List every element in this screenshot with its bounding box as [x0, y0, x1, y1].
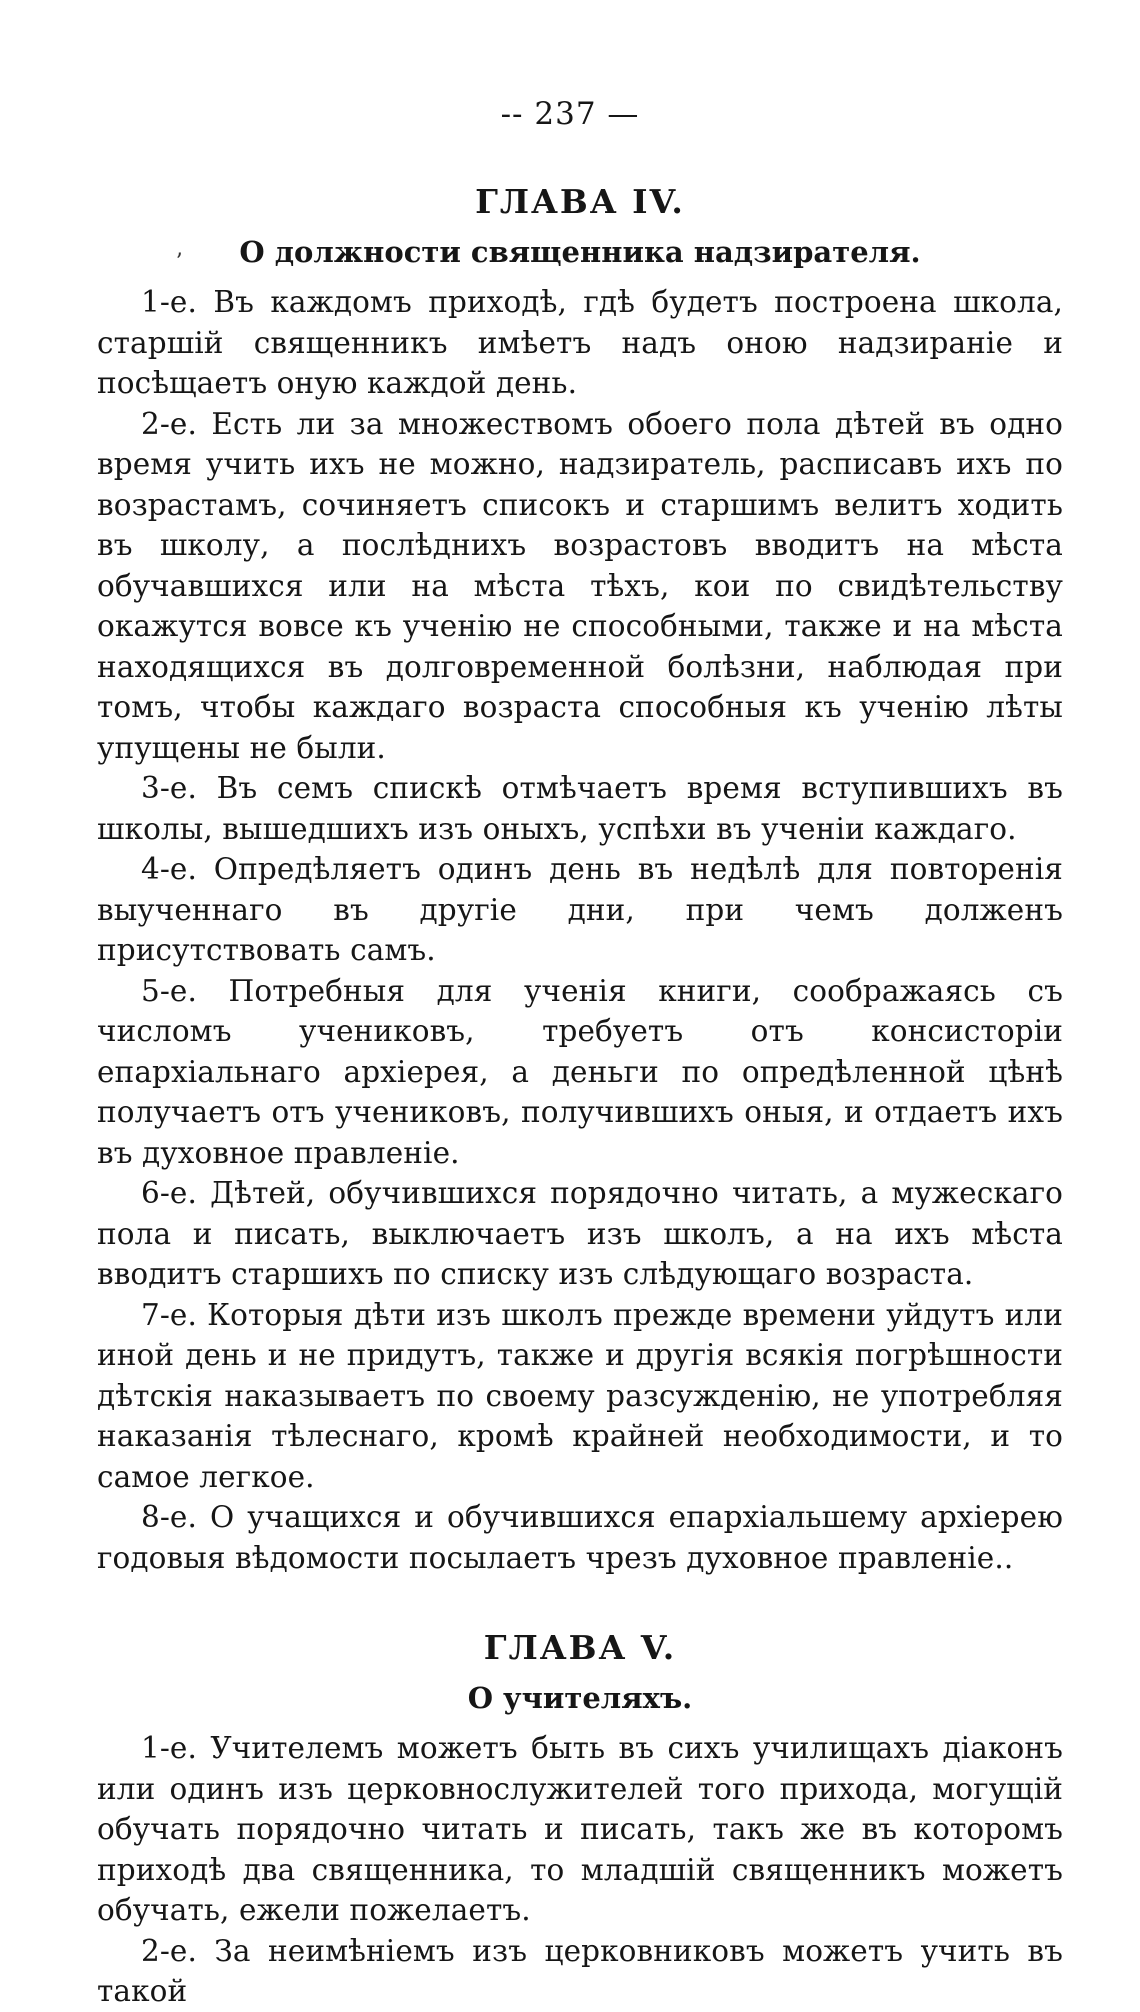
paragraph: 1-е. Въ каждомъ приходѣ, гдѣ будетъ построена школа, старшій священникъ имѣетъ надъ оною надзираніе и посѣщаетъ оную каждой день. [97, 285, 1063, 400]
paragraph: 2-е. За неимѣніемъ изъ церковниковъ можетъ учить въ такой [97, 1933, 1063, 2008]
chapter-5 [97, 1626, 1063, 2012]
page-body [97, 180, 1063, 2012]
paragraph: 2-е. Есть ли за множествомъ обоего пола дѣтей въ одно время учить ихъ не можно, надзиратель, расписавъ ихъ по возрастамъ, сочиняетъ списокъ и старшимъ велитъ ходить въ школу, а послѣднихъ возрастовъ вводитъ на мѣста обучавшихся или на мѣста тѣхъ, кои по свидѣтельству окажутся вовсе къ ученію не способными, также и на мѣста находящихся въ долговременной болѣзни, наблюдая при томъ, чтобы каждаго возраста способныя къ ученію лѣты упущены не были. [97, 406, 1063, 765]
stray-mark: ʼ [175, 250, 182, 275]
chapter-4-subtitle: О должности священника надзирателя. [239, 235, 921, 269]
paragraph: 5-е. Потребныя для ученія книги, соображаясь съ числомъ учениковъ, требуетъ отъ консисторіи епархіальнаго архіерея, а деньги по опредѣленной цѣнѣ получаетъ отъ учениковъ, получившихъ оныя, и отдаетъ ихъ въ духовное правленіе. [97, 973, 1063, 1170]
page-number: -- 237 — [500, 96, 640, 132]
paragraph: 6-е. Дѣтей, обучившихся порядочно читать, а мужескаго пола и писать, выключаетъ изъ школъ, а на ихъ мѣста вводитъ старшихъ по списку изъ слѣдующаго возраста. [97, 1176, 1063, 1291]
chapter-5-title: ГЛАВА V. [483, 1628, 677, 1667]
chapter-4-title: ГЛАВА IV. [475, 182, 685, 221]
paragraph: 7-е. Которыя дѣти изъ школъ прежде времени уйдутъ или иной день и не придутъ, также и другія всякія погрѣшности дѣтскія наказываетъ по своему разсужденію, не употребляя наказанія тѣлеснаго, кромѣ крайней необходимости, и то самое легкое. [97, 1297, 1063, 1494]
chapter-4 [97, 180, 1063, 1578]
chapter-5-subtitle: О учителяхъ. [467, 1681, 693, 1715]
paragraph: 3-е. Въ семъ спискѣ отмѣчаетъ время вступившихъ въ школы, вышедшихъ изъ оныхъ, успѣхи въ ученіи каждаго. [97, 771, 1063, 846]
paragraph: 8-е. О учащихся и обучившихся епархіальшему архіерею годовыя вѣдомости посылаетъ чрезъ духовное правленіе.. [97, 1500, 1063, 1575]
paragraph: 1-е. Учителемъ можетъ быть въ сихъ училищахъ діаконъ или одинъ изъ церковнослужителей того прихода, могущій обучать порядочно читать и писать, такъ же въ которомъ приходѣ два священника, то младшій священникъ можетъ обучать, ежели пожелаетъ. [97, 1731, 1063, 1927]
paragraph: 4-е. Опредѣляетъ одинъ день въ недѣлѣ для повторенія выученнаго въ другіе дни, при чемъ долженъ присутствовать самъ. [97, 852, 1063, 967]
